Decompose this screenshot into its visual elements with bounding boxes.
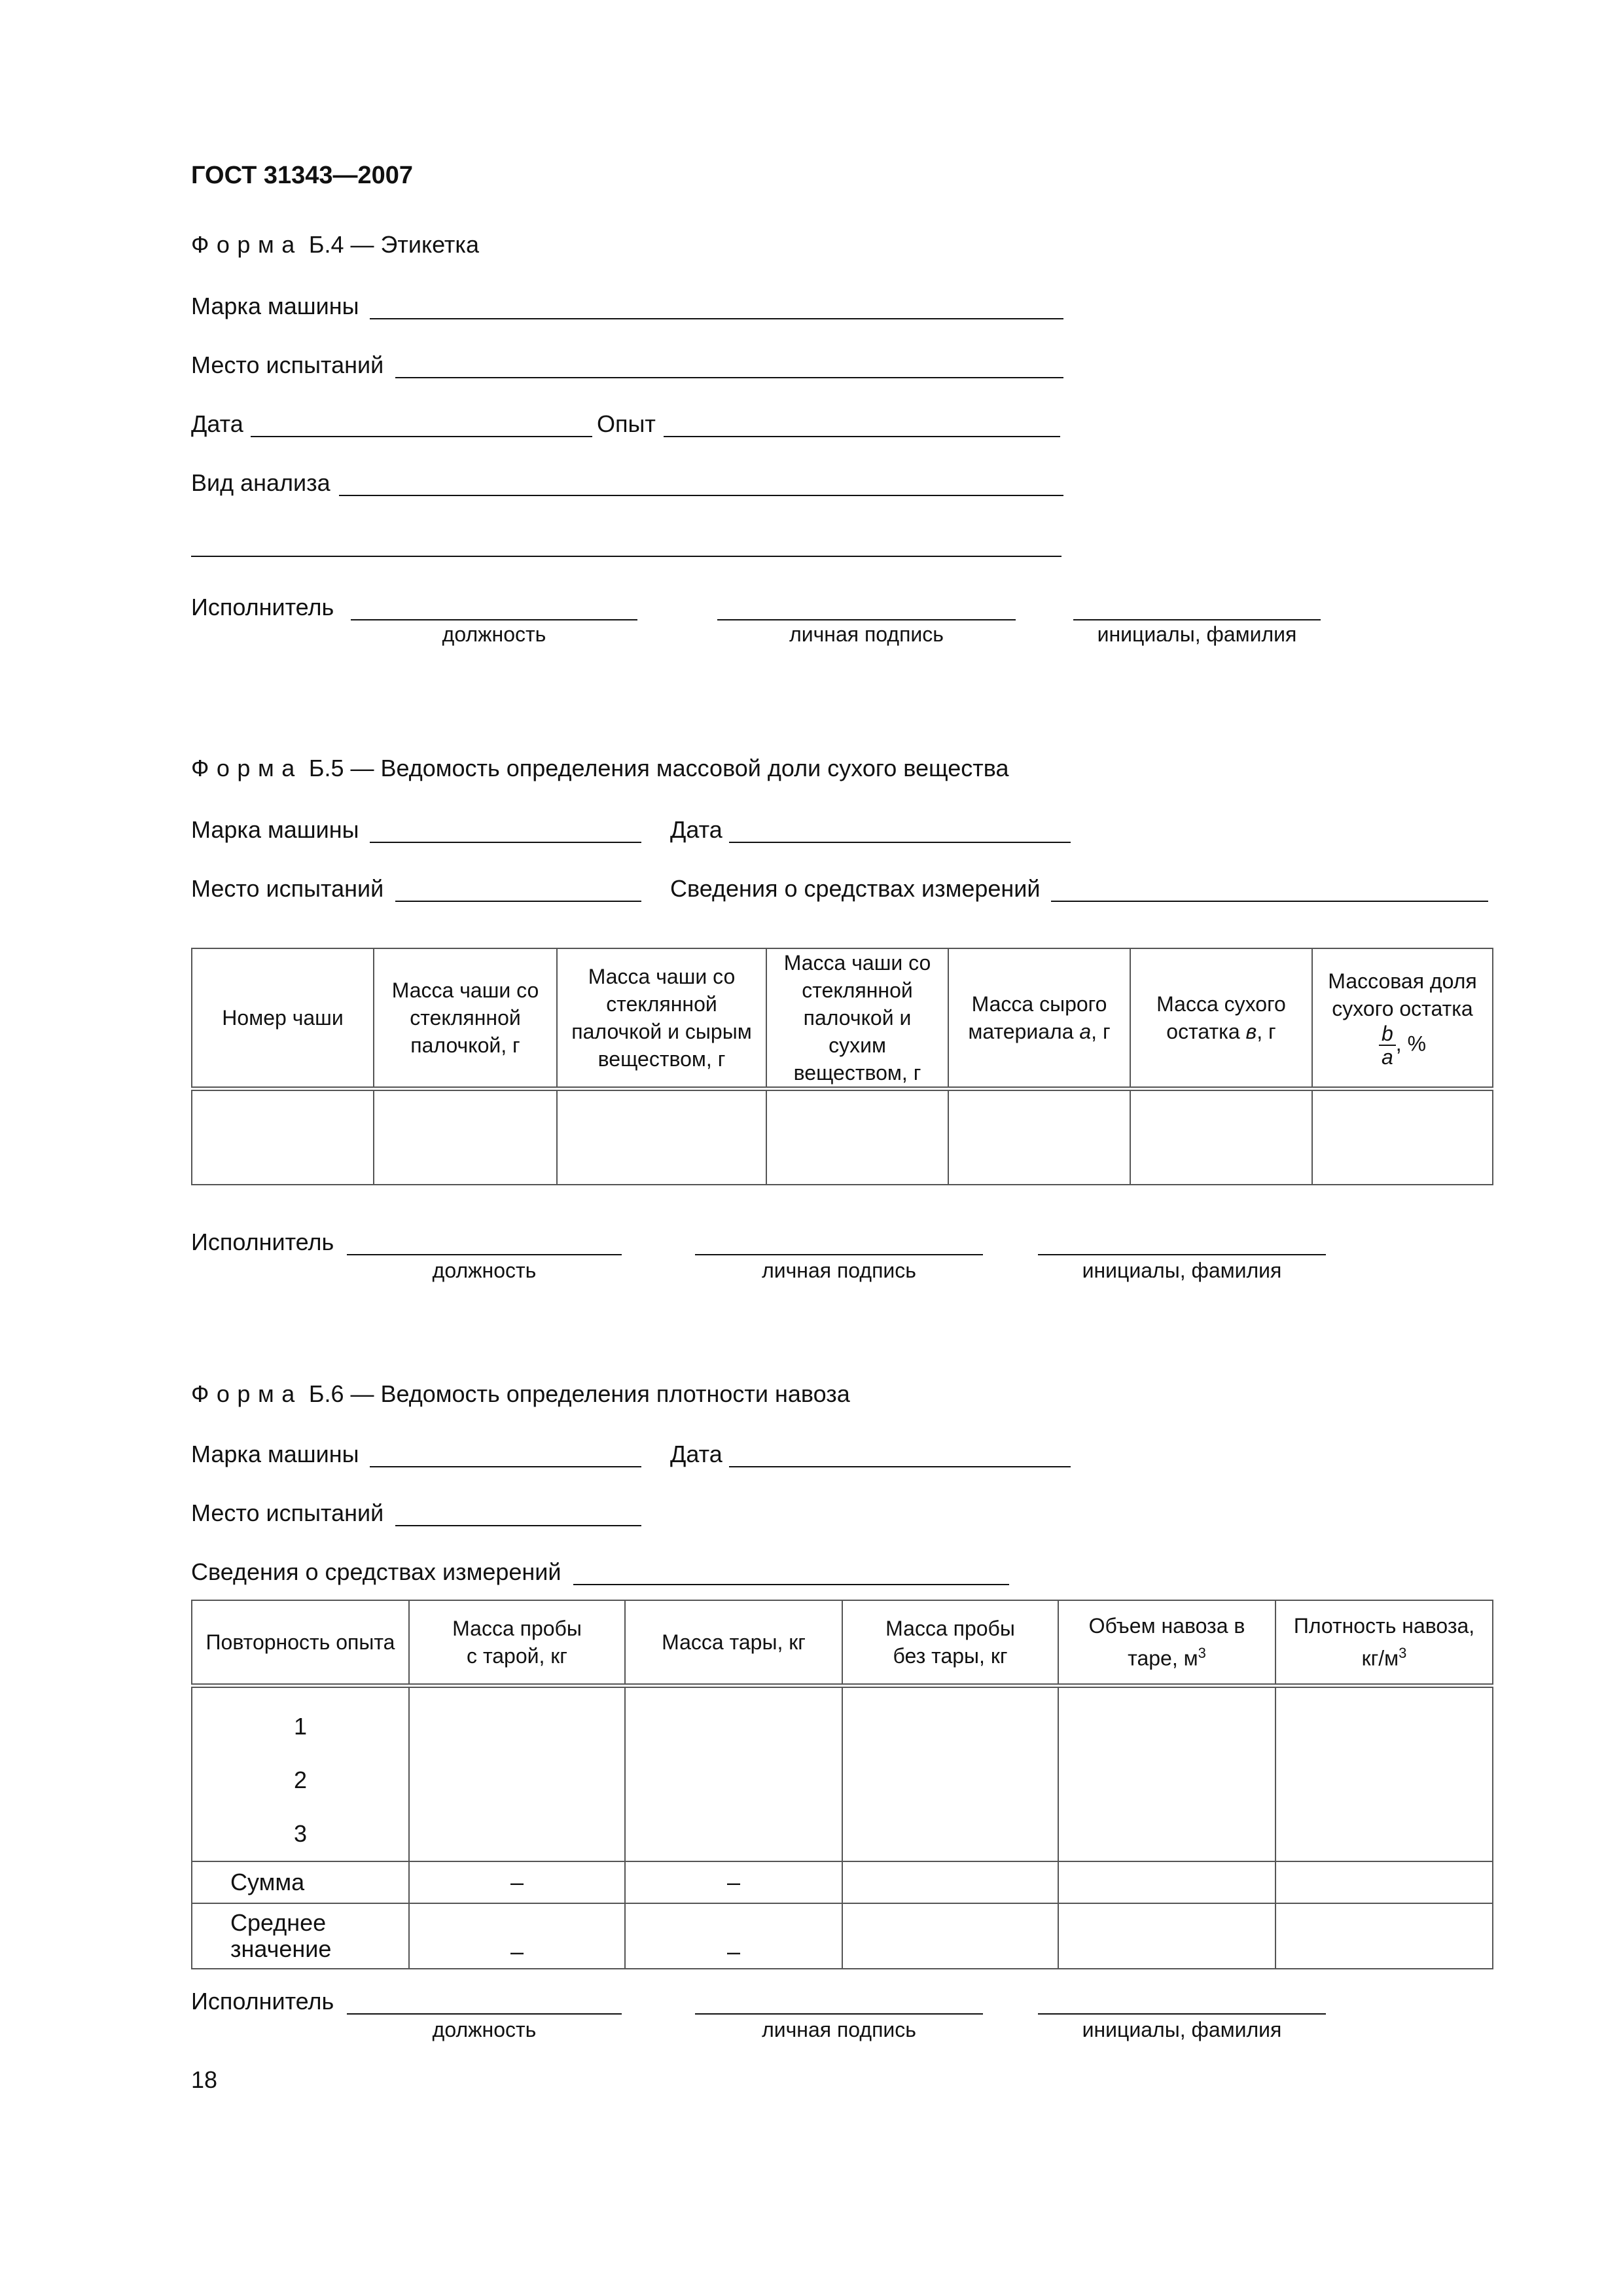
form-b4-machine-field[interactable]: [370, 318, 1063, 319]
form-b4-analysis-label: Вид анализа: [191, 469, 330, 496]
table-cell[interactable]: [409, 1685, 625, 1861]
form-b5-title: Форма Б.5 — Ведомость определения массовой доли сухого вещества: [191, 755, 1009, 781]
form-b6-caption-signature: личная подпись: [762, 2018, 916, 2041]
form-b6-executor-label: Исполнитель: [191, 1988, 334, 2015]
form-b6-name-field[interactable]: [1038, 2013, 1326, 2015]
form-b4-trial-label: Опыт: [597, 410, 656, 437]
table-cell[interactable]: [1058, 1903, 1275, 1969]
form-b4-trial-field[interactable]: [664, 436, 1060, 437]
form-b5-executor-label: Исполнитель: [191, 1229, 334, 1255]
form-b4-date-label: Дата: [191, 410, 243, 437]
form-b6-place-label: Место испытаний: [191, 1499, 384, 1526]
form-b6-avg-dash-2: –: [625, 1903, 842, 1969]
form-b5-instruments-label: Сведения о средствах измерений: [670, 875, 1041, 902]
form-b6-table: [191, 1600, 1493, 1969]
form-b5-machine-field[interactable]: [370, 842, 641, 843]
form-b6-instruments-label: Сведения о средствах измерений: [191, 1558, 562, 1585]
form-b6-sum-dash-1: –: [409, 1861, 625, 1903]
form-b6-title: Форма Б.6 — Ведомость определения плотности навоза: [191, 1380, 850, 1407]
table-cell[interactable]: [842, 1861, 1058, 1903]
table-cell[interactable]: [766, 1089, 948, 1185]
form-b5-col-dry-mass: Масса сухого остатка в, г: [1130, 948, 1312, 1089]
form-b6-signature-field[interactable]: [695, 2013, 983, 2015]
form-b6-caption-name: инициалы, фамилия: [1082, 2018, 1282, 2041]
table-cell[interactable]: [842, 1903, 1058, 1969]
form-b6-col-sample-with-tare: Масса пробы с тарой, кг: [409, 1600, 625, 1685]
form-b4-position-field[interactable]: [351, 619, 637, 620]
form-b4-executor-label: Исполнитель: [191, 594, 334, 620]
form-b6-col-sample-no-tare: Масса пробы без тары, кг: [842, 1600, 1058, 1685]
form-b4-analysis-field[interactable]: [339, 495, 1063, 496]
table-cell[interactable]: [625, 1685, 842, 1861]
form-b6-repeat-2: 2: [293, 1766, 308, 1793]
form-b5-col-dry-fraction: Массовая доля сухого остатка $\frac{b}{a}$ , %: [1312, 948, 1493, 1089]
form-b4-caption-name: инициалы, фамилия: [1097, 622, 1297, 646]
form-b4-caption-signature: личная подпись: [789, 622, 944, 646]
form-b5-name-field[interactable]: [1038, 1254, 1326, 1255]
table-cell[interactable]: [1058, 1685, 1275, 1861]
table-cell[interactable]: [374, 1089, 557, 1185]
form-b4-machine-label: Марка машины: [191, 293, 359, 319]
form-b5-table-row: [192, 1089, 1493, 1185]
form-b5-table: [191, 948, 1493, 1185]
form-b6-instruments-field[interactable]: [573, 1584, 1009, 1585]
form-b6-machine-field[interactable]: [370, 1466, 641, 1467]
form-b6-sum-dash-2: –: [625, 1861, 842, 1903]
form-b5-date-field[interactable]: [729, 842, 1071, 843]
form-b6-col-repeat: Повторность опыта: [192, 1600, 409, 1685]
table-cell[interactable]: [948, 1089, 1130, 1185]
table-cell[interactable]: [842, 1685, 1058, 1861]
form-b6-machine-label: Марка машины: [191, 1441, 359, 1467]
form-b5-col-raw-mass: Масса сырого материала а, г: [948, 948, 1130, 1089]
form-b6-date-label: Дата: [670, 1441, 722, 1467]
table-cell[interactable]: [1058, 1861, 1275, 1903]
form-b6-repeat-1: 1: [293, 1712, 308, 1740]
table-cell[interactable]: [1312, 1089, 1493, 1185]
form-b6-place-field[interactable]: [395, 1525, 641, 1526]
table-cell[interactable]: [1275, 1685, 1493, 1861]
form-b5-instruments-field[interactable]: [1051, 901, 1488, 902]
form-b5-col-bowl-rod-wet-mass: Масса чаши со стеклянной палочкой и сырым веществом, г: [557, 948, 766, 1089]
table-cell[interactable]: [1130, 1089, 1312, 1185]
form-b5-col-bowl-rod-dry-mass: Масса чаши со стеклянной палочкой и сухим веществом, г: [766, 948, 948, 1089]
form-b4-place-label: Место испытаний: [191, 351, 384, 378]
form-b5-caption-position: должность: [432, 1259, 537, 1282]
form-b5-caption-signature: личная подпись: [762, 1259, 916, 1282]
form-b6-data-row: [192, 1685, 1493, 1861]
document-id: ГОСТ 31343—2007: [191, 162, 414, 189]
form-b6-avg-row: [192, 1903, 1493, 1969]
form-b6-repeat-numbers: [192, 1685, 409, 1861]
fraction-b-over-a: $\frac{b}{a}$: [1379, 1022, 1396, 1068]
table-cell[interactable]: [192, 1089, 374, 1185]
form-b4-extra-line[interactable]: [191, 556, 1061, 557]
form-b6-sum-label: Сумма: [192, 1861, 409, 1903]
form-b5-place-field[interactable]: [395, 901, 641, 902]
form-b6-date-field[interactable]: [729, 1466, 1071, 1467]
table-cell[interactable]: [1275, 1903, 1493, 1969]
form-b6-avg-dash-1: –: [409, 1903, 625, 1969]
form-b5-col-dry-fraction-label: Массовая доля сухого остатка: [1328, 969, 1477, 1020]
form-b5-date-label: Дата: [670, 816, 722, 843]
form-b4-signature-field[interactable]: [717, 619, 1016, 620]
form-b5-col-bowl-number: Номер чаши: [192, 948, 374, 1089]
form-b6-col-density: Плотность навоза, $кг/м^3$: [1275, 1600, 1493, 1685]
form-b5-signature-field[interactable]: [695, 1254, 983, 1255]
form-b6-col-volume: Объем навоза в таре, $м^3$: [1058, 1600, 1275, 1685]
page-number: 18: [191, 2066, 218, 2093]
table-cell[interactable]: [1275, 1861, 1493, 1903]
form-b6-sum-row: [192, 1861, 1493, 1903]
form-b6-col-tare-mass: Масса тары, кг: [625, 1600, 842, 1685]
form-b4-name-field[interactable]: [1073, 619, 1321, 620]
form-b5-caption-name: инициалы, фамилия: [1082, 1259, 1282, 1282]
form-b5-col-bowl-rod-mass: Масса чаши со стеклянной палочкой, г: [374, 948, 557, 1089]
table-cell[interactable]: [557, 1089, 766, 1185]
form-b4-place-field[interactable]: [395, 377, 1063, 378]
form-b6-caption-position: должность: [432, 2018, 537, 2041]
form-b5-machine-label: Марка машины: [191, 816, 359, 843]
form-b5-place-label: Место испытаний: [191, 875, 384, 902]
form-b4-title: Форма Б.4 — Этикетка: [191, 231, 479, 258]
form-b6-repeat-3: 3: [293, 1820, 308, 1847]
form-b6-avg-label: Среднее значение: [192, 1903, 409, 1969]
form-b6-position-field[interactable]: [347, 2013, 622, 2015]
form-b5-position-field[interactable]: [347, 1254, 622, 1255]
form-b4-caption-position: должность: [442, 622, 546, 646]
form-b4-date-field[interactable]: [251, 436, 592, 437]
